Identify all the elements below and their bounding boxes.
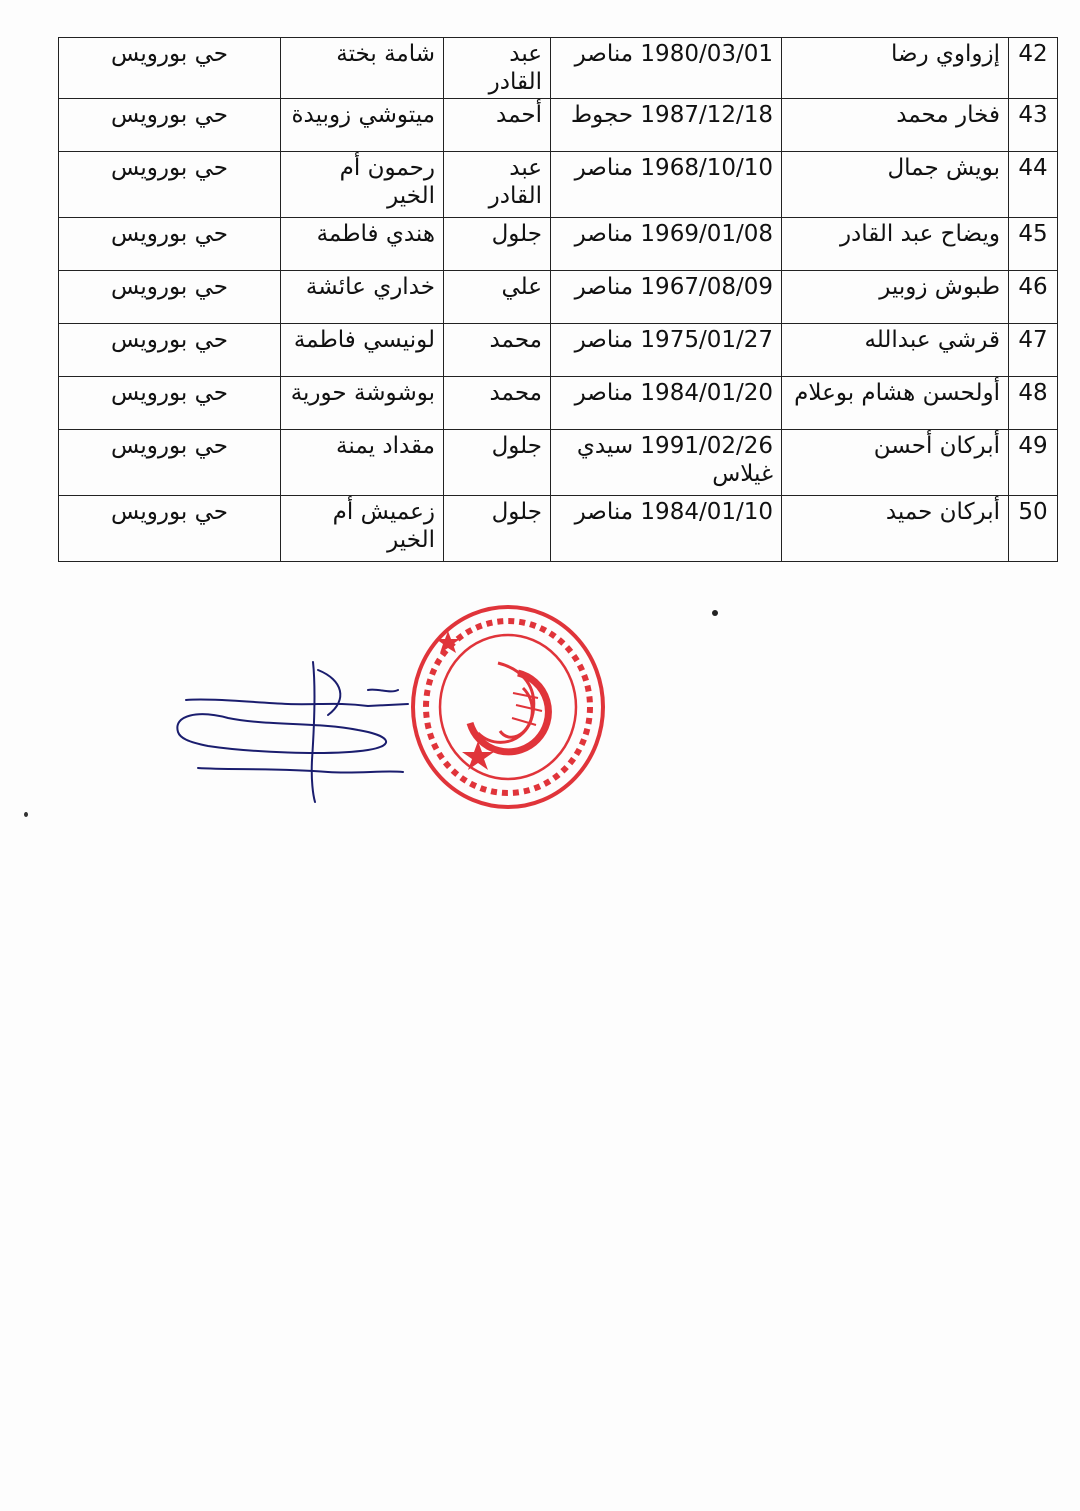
birth-place: مناصر bbox=[574, 41, 634, 67]
row-number: 44 bbox=[1009, 152, 1058, 218]
birth-place: مناصر bbox=[574, 380, 634, 406]
mother-name: زعميش أم الخير bbox=[281, 496, 444, 562]
father-name: جلول bbox=[444, 430, 551, 496]
row-number: 49 bbox=[1009, 430, 1058, 496]
mother-name: مقداد يمنة bbox=[281, 430, 444, 496]
table-row bbox=[59, 271, 1058, 324]
address: حي بورويس bbox=[59, 496, 281, 562]
ink-dot bbox=[24, 812, 28, 817]
birth-date: 1968/10/10 bbox=[640, 155, 773, 181]
full-name: قرشي عبدالله bbox=[782, 324, 1009, 377]
table-row bbox=[59, 38, 1058, 99]
table-row bbox=[59, 377, 1058, 430]
row-number: 48 bbox=[1009, 377, 1058, 430]
full-name: ويضاح عبد القادر bbox=[782, 218, 1009, 271]
mother-name: هندي فاطمة bbox=[281, 218, 444, 271]
ink-dot bbox=[712, 610, 718, 616]
full-name: أبركان حميد bbox=[782, 496, 1009, 562]
birth-info bbox=[551, 271, 782, 324]
mother-name: رحمون أم الخير bbox=[281, 152, 444, 218]
birth-info bbox=[551, 430, 782, 496]
mother-name: لونيسي فاطمة bbox=[281, 324, 444, 377]
father-name: عبد القادر bbox=[444, 152, 551, 218]
full-name: طبوش زوبير bbox=[782, 271, 1009, 324]
birth-place: مناصر bbox=[574, 499, 634, 525]
address: حي بورويس bbox=[59, 218, 281, 271]
row-number: 47 bbox=[1009, 324, 1058, 377]
birth-place: حجوط bbox=[570, 102, 634, 128]
birth-place: مناصر bbox=[574, 221, 634, 247]
official-seal-graphic bbox=[408, 603, 608, 815]
birth-date: 1991/02/26 bbox=[640, 433, 773, 459]
row-number: 46 bbox=[1009, 271, 1058, 324]
birth-place: سيدي غيلاس bbox=[576, 433, 773, 487]
row-number: 43 bbox=[1009, 99, 1058, 152]
table-row bbox=[59, 496, 1058, 562]
mother-name: خداري عائشة bbox=[281, 271, 444, 324]
birth-info bbox=[551, 152, 782, 218]
beneficiaries-table bbox=[58, 37, 1058, 562]
address: حي بورويس bbox=[59, 38, 281, 99]
birth-place: مناصر bbox=[574, 327, 634, 353]
birth-date: 1984/01/10 bbox=[640, 499, 773, 525]
address: حي بورويس bbox=[59, 430, 281, 496]
birth-date: 1967/08/09 bbox=[640, 274, 773, 300]
row-number: 42 bbox=[1009, 38, 1058, 99]
table-row bbox=[59, 324, 1058, 377]
table-row bbox=[59, 218, 1058, 271]
address: حي بورويس bbox=[59, 324, 281, 377]
row-number: 50 bbox=[1009, 496, 1058, 562]
birth-place: مناصر bbox=[574, 155, 634, 181]
table-row bbox=[59, 99, 1058, 152]
full-name: فخار محمد bbox=[782, 99, 1009, 152]
address: حي بورويس bbox=[59, 152, 281, 218]
signature-graphic bbox=[168, 660, 418, 805]
mother-name: بوشوشة حورية bbox=[281, 377, 444, 430]
birth-date: 1969/01/08 bbox=[640, 221, 773, 247]
birth-place: مناصر bbox=[574, 274, 634, 300]
birth-info bbox=[551, 496, 782, 562]
father-name: محمد bbox=[444, 377, 551, 430]
table-row bbox=[59, 152, 1058, 218]
birth-info bbox=[551, 218, 782, 271]
mother-name: شامة بختة bbox=[281, 38, 444, 99]
father-name: أحمد bbox=[444, 99, 551, 152]
full-name: بويش جمال bbox=[782, 152, 1009, 218]
birth-info bbox=[551, 99, 782, 152]
birth-info bbox=[551, 324, 782, 377]
birth-info bbox=[551, 38, 782, 99]
full-name: أولحسن هشام بوعلام bbox=[782, 377, 1009, 430]
address: حي بورويس bbox=[59, 377, 281, 430]
address: حي بورويس bbox=[59, 99, 281, 152]
birth-date: 1975/01/27 bbox=[640, 327, 773, 353]
table-row bbox=[59, 430, 1058, 496]
father-name: علي bbox=[444, 271, 551, 324]
birth-info bbox=[551, 377, 782, 430]
father-name: عبد القادر bbox=[444, 38, 551, 99]
full-name: أبركان أحسن bbox=[782, 430, 1009, 496]
row-number: 45 bbox=[1009, 218, 1058, 271]
father-name: محمد bbox=[444, 324, 551, 377]
address: حي بورويس bbox=[59, 271, 281, 324]
table-body bbox=[59, 38, 1058, 562]
birth-date: 1980/03/01 bbox=[640, 41, 773, 67]
father-name: جلول bbox=[444, 218, 551, 271]
full-name: إزواوي رضا bbox=[782, 38, 1009, 99]
father-name: جلول bbox=[444, 496, 551, 562]
mother-name: ميتوشي زوبيدة bbox=[281, 99, 444, 152]
birth-date: 1987/12/18 bbox=[640, 102, 773, 128]
birth-date: 1984/01/20 bbox=[640, 380, 773, 406]
